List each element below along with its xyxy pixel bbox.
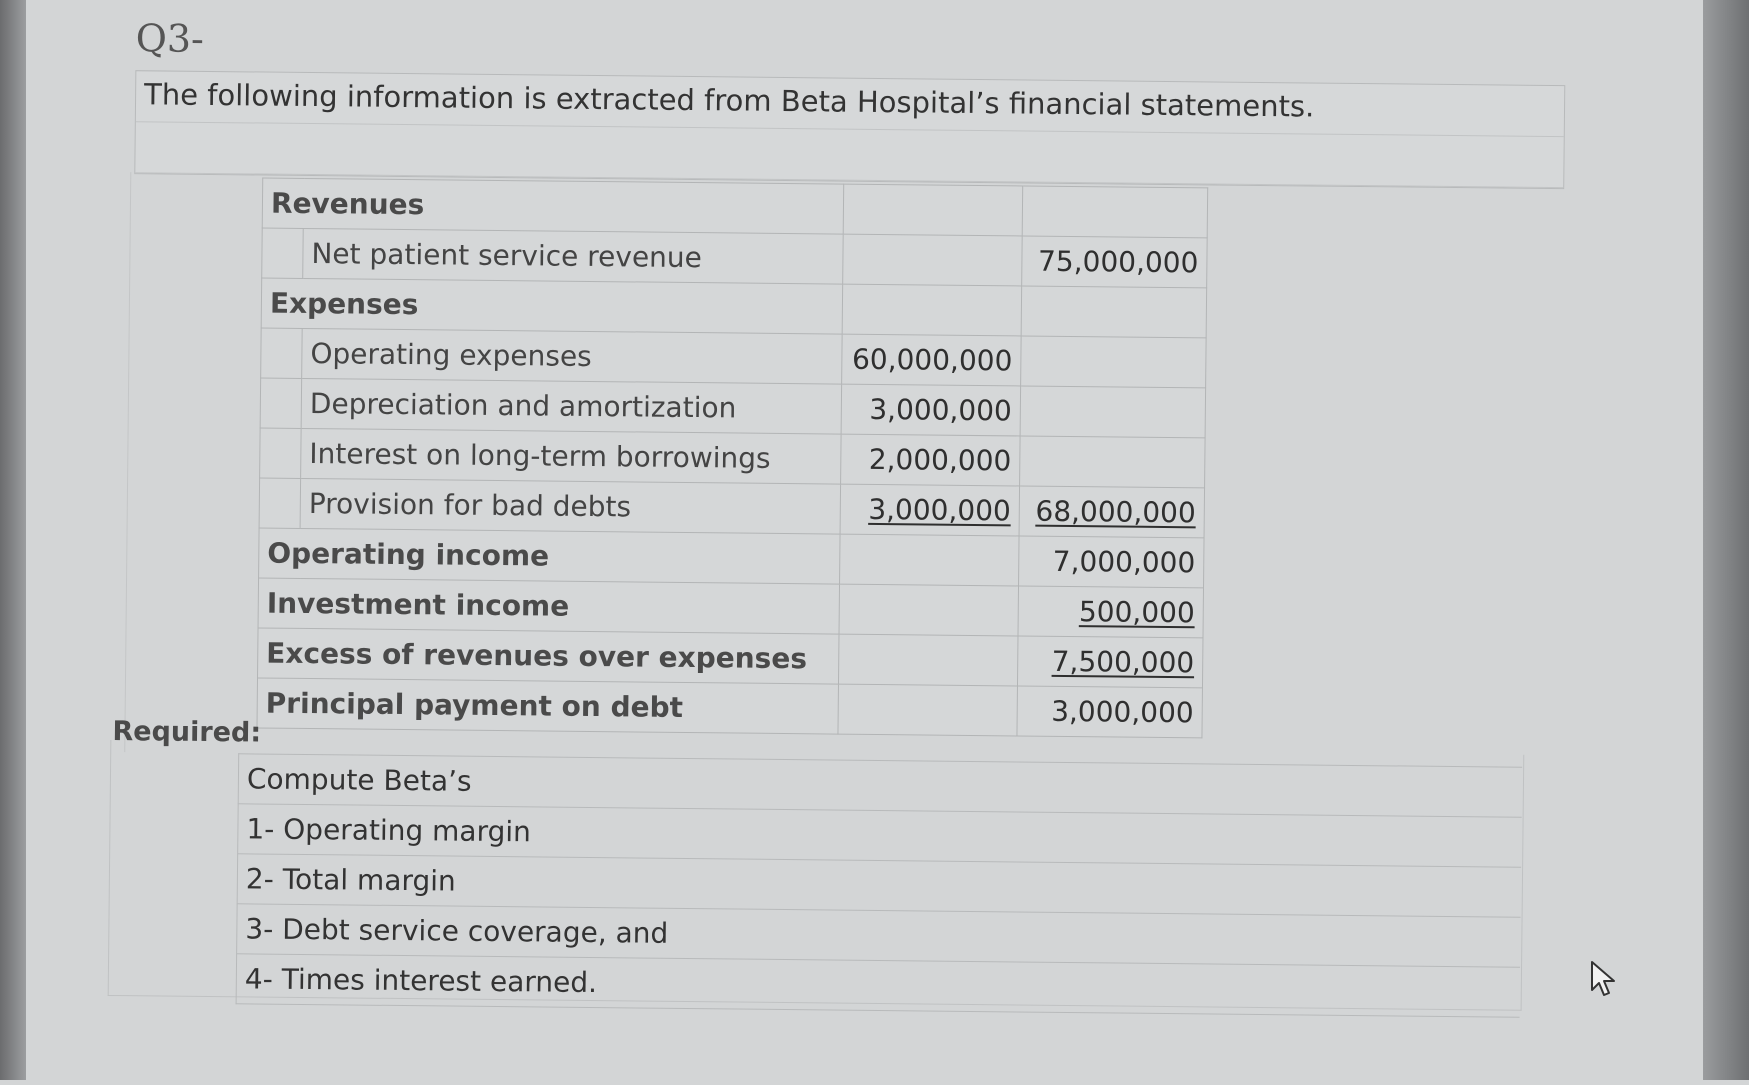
required-item-times-interest-earned: 4- Times interest earned.	[236, 953, 1520, 1017]
right-bezel	[1703, 0, 1749, 1080]
mouse-pointer-icon	[1588, 960, 1622, 1000]
amount-column-2	[1022, 236, 1208, 288]
amount-value: 7,500,000	[1051, 644, 1195, 680]
statement-row-label: Investment income	[258, 578, 839, 634]
left-bezel	[0, 0, 26, 1080]
amount-column-2	[1022, 186, 1208, 238]
intro-box	[134, 70, 1565, 189]
amount-value: 2,000,000	[868, 442, 1012, 478]
amount-column-1	[842, 284, 1022, 336]
required-item-total-margin: 2- Total margin	[237, 853, 1521, 916]
indent-cell	[259, 478, 301, 528]
amount-column-2	[1017, 636, 1203, 688]
amount-column-1	[841, 434, 1021, 486]
financial-statement-table	[256, 178, 1208, 739]
statement-row-label: Operating expenses	[302, 328, 842, 384]
statement-row-label: Expenses	[261, 278, 842, 334]
statement-row-label: Interest on long-term borrowings	[301, 428, 841, 484]
amount-column-2	[1020, 436, 1206, 488]
statement-row-label: Principal payment on debt	[257, 678, 838, 734]
amount-value: 3,000,000	[1051, 694, 1194, 730]
required-intro: Compute Beta’s	[238, 753, 1522, 816]
amount-value: 3,000,000	[869, 392, 1013, 428]
amount-column-1	[840, 484, 1020, 536]
required-item-operating-margin: 1- Operating margin	[237, 803, 1521, 866]
amount-value: 500,000	[1078, 595, 1195, 630]
amount-column-2	[1020, 386, 1206, 438]
amount-column-1	[838, 634, 1018, 686]
required-label: Required:	[112, 715, 262, 749]
indent-cell	[261, 328, 303, 378]
amount-value: 75,000,000	[1037, 244, 1199, 280]
statement-row-label: Revenues	[262, 178, 843, 234]
statement-row	[257, 678, 1202, 738]
statement-row-label: Depreciation and amortization	[301, 378, 841, 434]
amount-value: 60,000,000	[851, 342, 1013, 378]
intro-text: The following information is extracted from Beta Hospital’s financial statements.	[136, 71, 1564, 137]
amount-column-2	[1018, 586, 1204, 638]
amount-value: 68,000,000	[1035, 494, 1196, 530]
amount-column-1	[841, 384, 1021, 436]
document-page	[107, 10, 1578, 1085]
required-item-debt-service-coverage: 3- Debt service coverage, and	[236, 903, 1520, 966]
statement-row-label: Provision for bad debts	[300, 478, 840, 534]
amount-value: 7,000,000	[1052, 544, 1196, 580]
amount-column-1	[842, 334, 1022, 386]
question-number: Q3-	[135, 16, 205, 61]
statement-row-label: Net patient service revenue	[303, 228, 843, 284]
statement-row-label: Excess of revenues over expenses	[258, 628, 839, 684]
amount-value: 3,000,000	[868, 492, 1011, 528]
amount-column-2	[1021, 336, 1207, 388]
amount-column-1	[843, 234, 1023, 286]
statement-row-label: Operating income	[259, 528, 840, 584]
indent-cell	[262, 228, 304, 278]
amount-column-2	[1019, 536, 1205, 588]
amount-column-1	[840, 534, 1020, 586]
amount-column-2	[1021, 286, 1207, 338]
amount-column-2	[1017, 686, 1203, 738]
amount-column-1	[839, 584, 1019, 636]
indent-cell	[260, 428, 302, 478]
amount-column-2	[1019, 486, 1205, 538]
indent-cell	[260, 378, 302, 428]
amount-column-1	[838, 684, 1018, 736]
required-list	[236, 753, 1523, 1017]
amount-column-1	[843, 184, 1023, 236]
